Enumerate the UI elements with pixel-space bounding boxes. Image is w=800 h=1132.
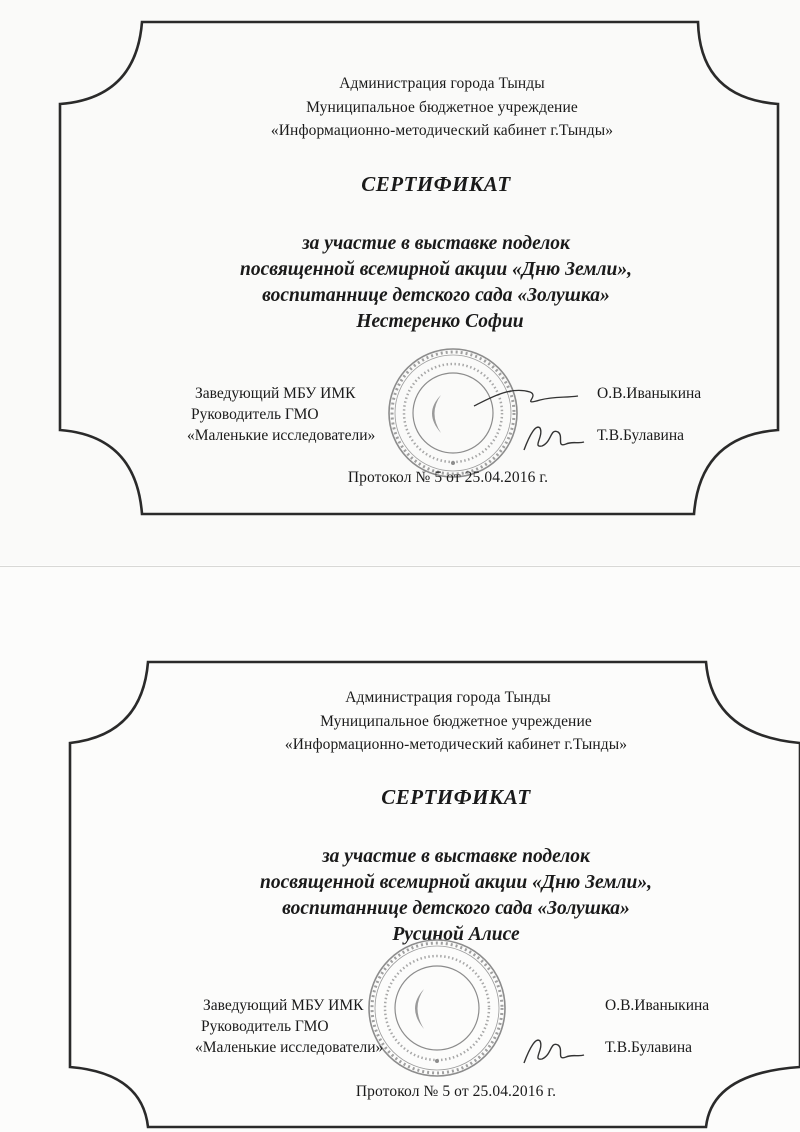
signer-2-name: Т.В.Булавина bbox=[597, 427, 684, 444]
signer-2-role-line-2: «Маленькие исследователи» bbox=[195, 1039, 384, 1056]
signer-2-name: Т.В.Булавина bbox=[605, 1039, 692, 1056]
certificate-title: СЕРТИФИКАТ bbox=[381, 785, 531, 809]
body-line-3: воспитаннице детского сада «Золушка» bbox=[282, 898, 630, 919]
header-line-1: Администрация города Тынды bbox=[345, 689, 551, 706]
signer-2-role-line-2: «Маленькие исследователи» bbox=[187, 427, 376, 444]
header-line-1: Администрация города Тынды bbox=[339, 75, 545, 92]
signer-2-role-line-1: Руководитель ГМО bbox=[191, 406, 319, 423]
signer-1-role: Заведующий МБУ ИМК bbox=[195, 385, 356, 402]
signature-bulavina bbox=[518, 414, 588, 464]
certificate-sheet-2 bbox=[0, 566, 800, 1132]
signer-1-role: Заведующий МБУ ИМК bbox=[203, 997, 364, 1014]
body-line-3: воспитаннице детского сада «Золушка» bbox=[262, 285, 610, 306]
body-line-2: посвященной всемирной акции «Дню Земли», bbox=[259, 872, 653, 893]
signature-bulavina bbox=[518, 1027, 588, 1077]
certificate-2 bbox=[0, 567, 800, 1132]
header-line-2: Муниципальное бюджетное учреждение bbox=[320, 713, 592, 730]
certificate-1 bbox=[0, 0, 800, 565]
recipient-name: Нестеренко Софии bbox=[356, 311, 524, 332]
body-line-1: за участие в выставке поделок bbox=[302, 233, 570, 254]
signer-1-name: О.В.Иваныкина bbox=[597, 385, 702, 402]
official-stamp bbox=[362, 933, 512, 1083]
protocol-line: Протокол № 5 от 25.04.2016 г. bbox=[355, 1083, 557, 1100]
body-line-1: за участие в выставке поделок bbox=[322, 846, 590, 867]
certificate-title: СЕРТИФИКАТ bbox=[361, 172, 511, 196]
header-line-3: «Информационно-методический кабинет г.Тынды» bbox=[270, 122, 614, 139]
header-line-3: «Информационно-методический кабинет г.Тынды» bbox=[284, 736, 628, 753]
protocol-line: Протокол № 5 от 25.04.2016 г. bbox=[347, 469, 549, 486]
signer-2-role-line-1: Руководитель ГМО bbox=[201, 1018, 329, 1035]
recipient-name: Русиной Алисе bbox=[392, 924, 520, 945]
body-line-2: посвященной всемирной акции «Дню Земли», bbox=[239, 259, 633, 280]
certificate-sheet-1 bbox=[0, 0, 800, 565]
header-line-2: Муниципальное бюджетное учреждение bbox=[306, 99, 578, 116]
signer-1-name: О.В.Иваныкина bbox=[605, 997, 710, 1014]
